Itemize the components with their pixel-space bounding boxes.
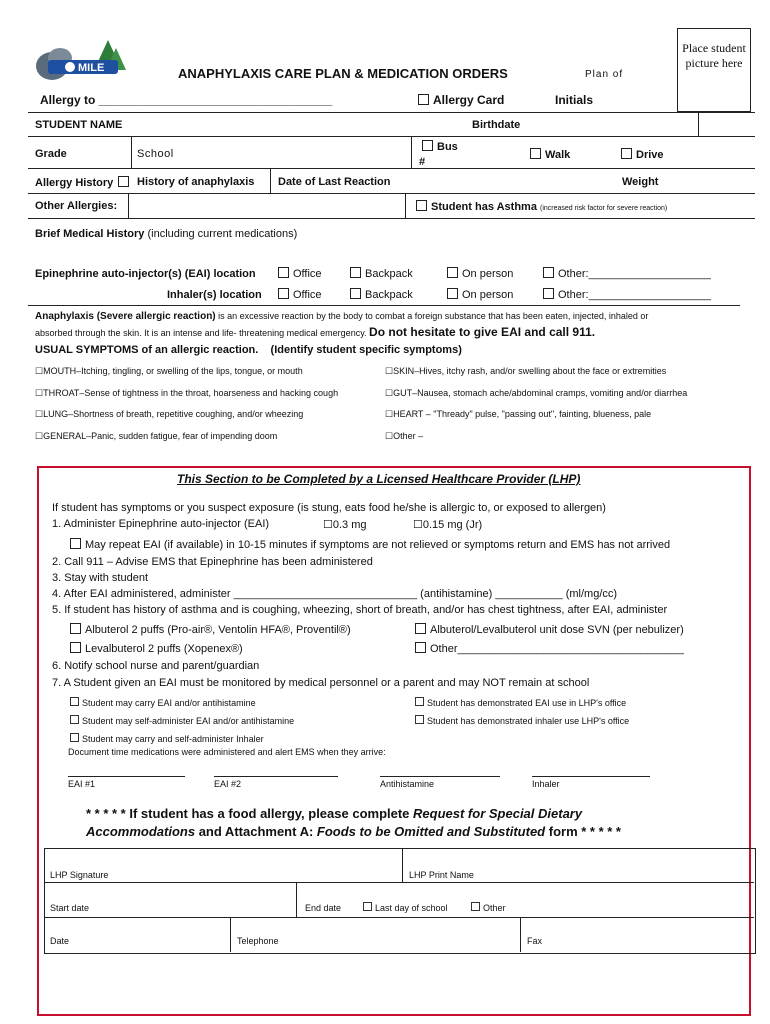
- eai-other-checkbox[interactable]: Other:____________________: [543, 267, 711, 280]
- inhaler-office-checkbox[interactable]: Office: [278, 288, 322, 301]
- table-rule: [28, 218, 755, 219]
- grade-label: Grade: [35, 148, 67, 160]
- antihistamine-label: Antihistamine: [380, 779, 435, 789]
- eai-on-person-checkbox[interactable]: On person: [447, 267, 513, 280]
- inhaler-on-person-checkbox[interactable]: On person: [447, 288, 513, 301]
- albuterol-checkbox[interactable]: Albuterol 2 puffs (Pro-air®, Ventolin HFA®, Proventil®): [70, 623, 351, 636]
- checkbox-icon: [416, 200, 427, 211]
- table-rule: [28, 168, 755, 169]
- eai2-label: EAI #2: [214, 779, 242, 789]
- section-divider: [28, 305, 740, 306]
- drive-checkbox[interactable]: Drive: [621, 148, 664, 161]
- last-day-of-school-checkbox[interactable]: Last day of school: [363, 902, 448, 913]
- allergy-history-checkbox[interactable]: [118, 176, 129, 187]
- dose-0-3mg-checkbox[interactable]: ☐0.3 mg: [323, 519, 367, 531]
- signature-table: [44, 848, 756, 954]
- table-rule: [296, 882, 297, 917]
- symptom-throat-checkbox[interactable]: ☐THROAT–Sense of tightness in the throat, hoarseness and hacking cough: [35, 388, 339, 398]
- checkbox-icon: [621, 148, 632, 159]
- form-title: ANAPHYLAXIS CARE PLAN & MEDICATION ORDERS: [178, 66, 508, 81]
- eai-office-checkbox[interactable]: Office: [278, 267, 322, 280]
- nebulizer-checkbox[interactable]: Albuterol/Levalbuterol unit dose SVN (per nebulizer): [415, 623, 684, 636]
- table-rule: [402, 848, 403, 882]
- table-rule: [131, 136, 132, 168]
- fax-field[interactable]: Fax: [527, 936, 543, 946]
- step-6: 6. Notify school nurse and parent/guardian: [52, 660, 260, 672]
- table-rule: [698, 112, 699, 136]
- lhp-print-name-field[interactable]: LHP Print Name: [409, 870, 474, 880]
- anaphylaxis-definition-line2: absorbed through the skin. It is an intense and life- threatening medical emergency. Do not hesitate to give EAI and call 911.: [35, 325, 596, 339]
- history-of-anaphylaxis-label: History of anaphylaxis: [137, 176, 255, 188]
- student-photo-box: [677, 28, 751, 112]
- inhaler-other-checkbox[interactable]: Other:____________________: [543, 288, 711, 301]
- table-rule: [28, 193, 755, 194]
- demonstrated-eai-checkbox[interactable]: Student has demonstrated EAI use in LHP's office: [415, 697, 626, 708]
- food-allergy-notice-line2: Accommodations and Attachment A: Foods to be Omitted and Substituted form * * * * *: [86, 824, 621, 839]
- inhaler-location-label: Inhaler(s) location: [167, 289, 262, 301]
- table-rule: [270, 168, 271, 193]
- symptom-lung-checkbox[interactable]: ☐LUNG–Shortness of breath, repetitive coughing, and/or wheezing: [35, 409, 304, 419]
- student-has-asthma-checkbox[interactable]: Student has Asthma (increased risk factor for severe reaction): [416, 200, 667, 213]
- table-rule: [520, 917, 521, 952]
- other-allergies-label: Other Allergies:: [35, 200, 118, 212]
- table-rule: [405, 193, 406, 218]
- table-rule: [411, 136, 412, 168]
- walk-checkbox[interactable]: Walk: [530, 148, 570, 161]
- school-district-logo: [30, 30, 130, 86]
- weight-label: Weight: [622, 176, 659, 188]
- step-5: 5. If student has history of asthma and is coughing, wheezing, short of breath, and/or has chest tightness, after EAI, administer: [52, 604, 668, 616]
- antihistamine-time-line[interactable]: [380, 776, 500, 777]
- student-name-label: STUDENT NAME: [35, 119, 123, 131]
- inhaler-label: Inhaler: [532, 779, 560, 789]
- bus-checkbox[interactable]: Bus: [422, 140, 458, 153]
- plan-of-label: Plan of: [585, 69, 624, 80]
- usual-symptoms-heading: USUAL SYMPTOMS of an allergic reaction. (Identify student specific symptoms): [35, 344, 462, 356]
- lhp-signature-field[interactable]: LHP Signature: [50, 870, 109, 880]
- symptom-skin-checkbox[interactable]: ☐SKIN–Hives, itchy rash, and/or swelling about the face or extremities: [385, 366, 667, 376]
- table-rule: [44, 917, 754, 918]
- anaphylaxis-definition-line1: Anaphylaxis (Severe allergic reaction) is an excessive reaction by the body to combat a foreign substance that has been eaten, injected, inhaled or: [35, 311, 649, 322]
- symptom-heart-checkbox[interactable]: ☐HEART – "Thready" pulse, "passing out", fainting, blueness, pale: [385, 409, 652, 419]
- emergency-warning: Do not hesitate to give EAI and call 911.: [369, 325, 596, 339]
- lhp-intro: If student has symptoms or you suspect exposure (is stung, eats food he/she is allergic to, or exposed to allergen): [52, 502, 606, 514]
- eai-backpack-checkbox[interactable]: Backpack: [350, 267, 413, 280]
- checkbox-icon: [418, 94, 429, 105]
- inhaler-backpack-checkbox[interactable]: Backpack: [350, 288, 413, 301]
- initials-label: Initials: [555, 93, 594, 107]
- bus-number-label: #: [419, 156, 426, 168]
- allergy-to-field[interactable]: Allergy to ___________________________________: [40, 93, 333, 107]
- carry-inhaler-checkbox[interactable]: Student may carry and self-administer Inhaler: [70, 733, 264, 744]
- table-rule: [230, 917, 231, 952]
- symptom-general-checkbox[interactable]: ☐GENERAL–Panic, sudden fatigue, fear of impending doom: [35, 431, 278, 441]
- other-inhaler-checkbox[interactable]: Other_____________________________________: [415, 642, 684, 655]
- table-rule: [28, 112, 755, 113]
- end-date-other-checkbox[interactable]: Other: [471, 902, 506, 913]
- step-4: 4. After EAI administered, administer ______________________________ (antihistamine) ___________ (ml/mg/cc): [52, 588, 618, 600]
- table-rule: [28, 136, 755, 137]
- lhp-section-title: This Section to be Completed by a Licensed Healthcare Provider (LHP): [177, 472, 581, 486]
- step-7: 7. A Student given an EAI must be monitored by medical personnel or a parent and may NOT remain at school: [52, 677, 590, 689]
- repeat-eai-checkbox[interactable]: May repeat EAI (if available) in 10-15 minutes if symptoms are not relieved or symptoms return and EMS has not arrived: [70, 538, 670, 551]
- food-allergy-notice-line1: * * * * * If student has a food allergy, please complete Request for Special Dietary: [86, 806, 583, 821]
- table-rule: [128, 193, 129, 218]
- dose-0-15mg-checkbox[interactable]: ☐0.15 mg (Jr): [413, 519, 483, 531]
- svg-text:MILE: MILE: [78, 62, 105, 74]
- allergy-card-checkbox[interactable]: Allergy Card: [418, 93, 504, 107]
- school-label: School: [137, 148, 174, 160]
- date-last-reaction-label: Date of Last Reaction: [278, 176, 391, 188]
- eai-location-label: Epinephrine auto-injector(s) (EAI) location: [35, 268, 256, 280]
- allergy-history-label: Allergy History: [35, 176, 133, 189]
- eai1-time-line[interactable]: [68, 776, 185, 777]
- inhaler-time-line[interactable]: [532, 776, 650, 777]
- brief-medical-history-label: Brief Medical History (including current medications): [35, 228, 298, 240]
- symptom-mouth-checkbox[interactable]: ☐MOUTH–Itching, tingling, or swelling of the lips, tongue, or mouth: [35, 366, 303, 376]
- birthdate-label: Birthdate: [472, 119, 521, 131]
- symptom-other-checkbox[interactable]: ☐Other –: [385, 431, 424, 441]
- start-date-field[interactable]: Start date: [50, 903, 90, 913]
- self-administer-checkbox[interactable]: Student may self-administer EAI and/or antihistamine: [70, 715, 294, 726]
- telephone-field[interactable]: Telephone: [237, 936, 279, 946]
- date-field[interactable]: Date: [50, 936, 70, 946]
- checkbox-icon: [530, 148, 541, 159]
- eai1-label: EAI #1: [68, 779, 96, 789]
- demonstrated-inhaler-checkbox[interactable]: Student has demonstrated inhaler use LHP's office: [415, 715, 629, 726]
- checkbox-icon: [422, 140, 433, 151]
- eai2-time-line[interactable]: [214, 776, 338, 777]
- levalbuterol-checkbox[interactable]: Levalbuterol 2 puffs (Xopenex®): [70, 642, 243, 655]
- step-1: 1. Administer Epinephrine auto-injector (EAI): [52, 518, 270, 530]
- step-3: 3. Stay with student: [52, 572, 148, 584]
- carry-eai-checkbox[interactable]: Student may carry EAI and/or antihistamine: [70, 697, 256, 708]
- step-2: 2. Call 911 – Advise EMS that Epinephrine has been administered: [52, 556, 373, 568]
- document-time-note: Document time medications were administered and alert EMS when they arrive:: [68, 747, 386, 757]
- symptom-gut-checkbox[interactable]: ☐GUT–Nausea, stomach ache/abdominal cramps, vomiting and/or diarrhea: [385, 388, 688, 398]
- photo-placeholder-text: Place student picture here: [682, 41, 746, 70]
- table-rule: [44, 882, 754, 883]
- end-date-label: End date: [305, 903, 342, 913]
